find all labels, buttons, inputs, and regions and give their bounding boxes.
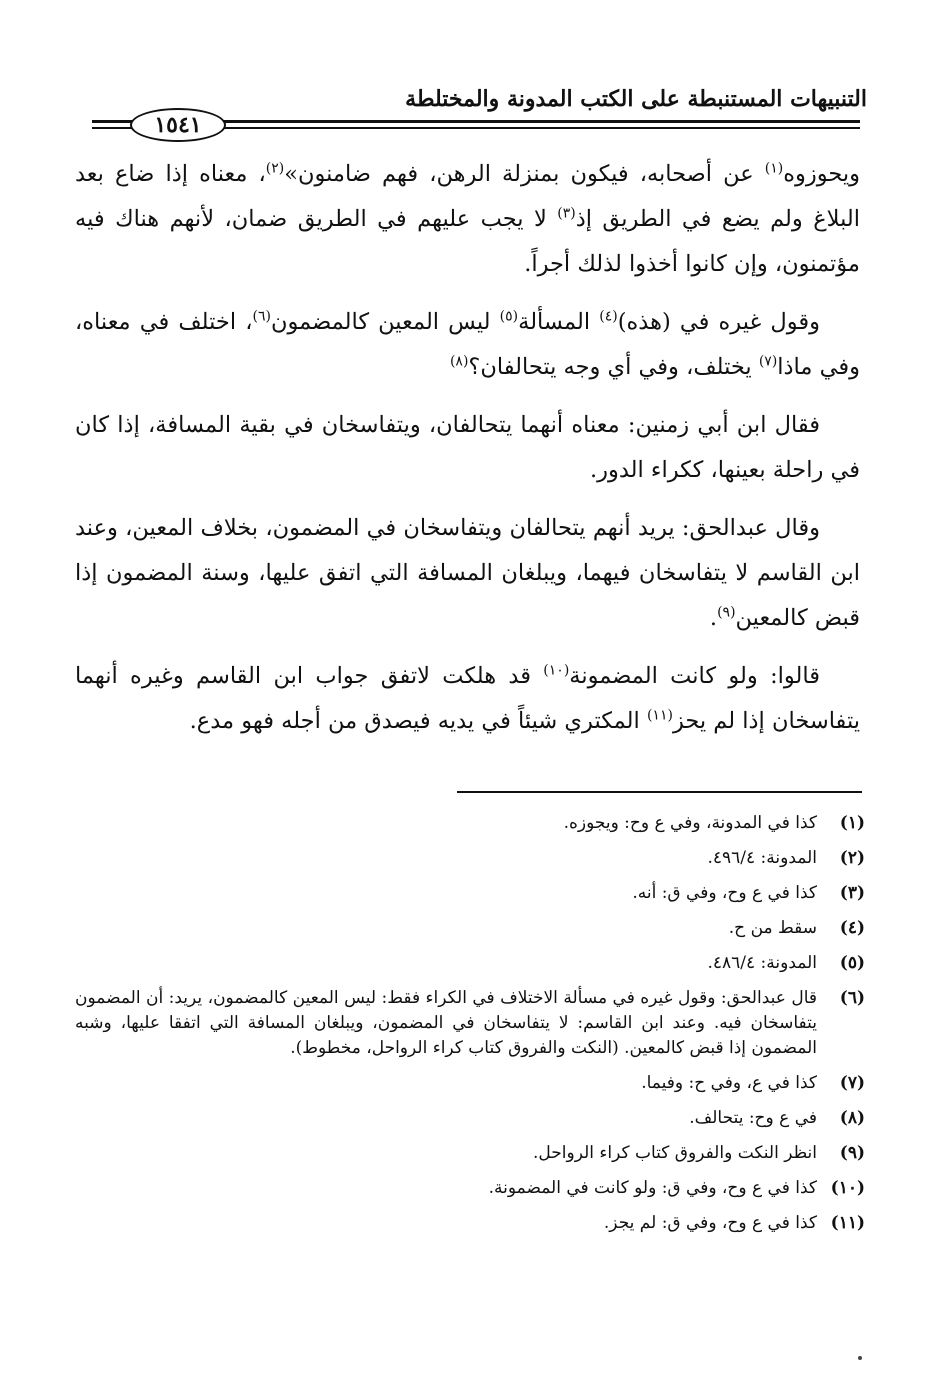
footnote-ref: (١) (764, 160, 784, 177)
footnote-ref: (٩) (717, 604, 736, 621)
footnote-text: سقط من ح. (728, 918, 817, 938)
footnote-number: (٧) (839, 1073, 865, 1093)
footnote-ref: (١٠) (543, 662, 570, 679)
footnote-text: المدونة: ٤٩٦/٤. (707, 848, 817, 868)
footnote-ref: (٦) (252, 308, 271, 325)
footnote-number: (١٠) (830, 1178, 865, 1198)
footnote-number: (٦) (839, 988, 865, 1008)
footnote-separator (457, 791, 862, 793)
main-text (75, 152, 860, 757)
footnote-ref: (٨) (449, 353, 469, 370)
footnote (75, 876, 865, 911)
footnote-text: كذا في ع وح، وفي ق: ولو كانت في المضمونة. (488, 1178, 817, 1198)
footnote-number: (٣) (839, 883, 865, 903)
text-run: المكتري شيئاً في يديه فيصدق من أجله فهو مدع. (189, 708, 647, 734)
footnote-number: (٩) (839, 1143, 865, 1163)
footnote (75, 1066, 865, 1101)
footnote-number: (٨) (839, 1108, 865, 1128)
footnote-text: كذا في ع، وفي ح: وفيما. (641, 1073, 817, 1093)
paragraph (75, 300, 860, 390)
text-run: ، اختلف في معناه، وفي ماذا (75, 309, 860, 380)
text-run: وقال عبدالحق: يريد أنهم يتحالفان ويتفاسخان في المضمون، بخلاف المعين، وعند ابن القاسم لا يتفاسخان فيهما، ويبلغان المسافة التي اتفق عليها، وسنة المضمون إذا قبض كالمعين (75, 515, 860, 631)
text-run: لا يجب عليهم في الطريق ضمان، لأنهم هناك فيه مؤتمنون، وإن كانوا أخذوا لذلك أجراً. (75, 206, 860, 277)
footnote (75, 806, 865, 841)
text-run: المسألة (518, 309, 600, 335)
footnote-number: (١١) (830, 1213, 865, 1233)
footnote-ref: (١١) (646, 707, 673, 724)
footnote-ref: (٤) (599, 308, 618, 325)
text-run: ويحوزوه (783, 161, 861, 187)
footnote-ref: (٧) (758, 353, 778, 370)
footnote (75, 1206, 865, 1241)
text-run: ليس المعين كالمضمون (270, 309, 500, 335)
text-run: قد هلكت لاتفق جواب ابن القاسم وغيره أنهما يتفاسخان إذا لم يحز (75, 663, 860, 734)
footnote-text: المدونة: ٤٨٦/٤. (707, 953, 817, 973)
text-run: وقول غيره في (هذه) (617, 309, 820, 335)
footnote-number: (٤) (839, 918, 865, 938)
footnote-text: انظر النكت والفروق كتاب كراء الرواحل. (532, 1143, 817, 1163)
footnote-text: في ع وح: يتحالف. (689, 1108, 817, 1128)
paragraph: فقال ابن أبي زمنين: معناه أنهما يتحالفان، ويتفاسخان في بقية المسافة، إذا كان في راحلة بعينها، ككراء الدور. (75, 412, 860, 483)
footnote-text: كذا في المدونة، وفي ع وح: ويجوزه. (563, 813, 817, 833)
footnote-text: كذا في ع وح، وفي ق: لم يجز. (603, 1213, 817, 1233)
text-run: . (709, 605, 718, 631)
paragraph (75, 152, 860, 287)
footnote (75, 946, 865, 981)
footnotes (75, 806, 865, 1241)
paragraph (75, 506, 860, 641)
text-run: ، معناه إذا ضاع بعد البلاغ ولم يضع في الطريق إذ (75, 161, 860, 232)
footnote (75, 1171, 865, 1206)
footnote (75, 981, 865, 1066)
page-number: ١٥٤١ (130, 108, 226, 142)
footnote-number: (٢) (839, 848, 865, 868)
footnote-text: كذا في ع وح، وفي ق: أنه. (632, 883, 817, 903)
footnote-ref: (٢) (265, 160, 285, 177)
footnote (75, 1101, 865, 1136)
footnote (75, 841, 865, 876)
paragraph (75, 654, 860, 744)
footnote (75, 911, 865, 946)
footnote (75, 1136, 865, 1171)
footnote-number: (٥) (839, 953, 865, 973)
footnote-number: (١) (839, 813, 865, 833)
footnote-text: قال عبدالحق: وقول غيره في مسألة الاختلاف في الكراء فقط: ليس المعين كالمضمون، يريد: أن المضمون يتفاسخان فيه. وعند ابن القاسم: لا يتفاسخان في المضمون، ويبلغان المسافة التي اتفقا عليها، وشبه المضمون إذا قبض كالمعين. (النكت والفروق كتاب كراء الرواحل، مخطوط). (75, 988, 817, 1058)
footnote-ref: (٥) (499, 308, 519, 325)
text-run: عن أصحابه، فيكون بمنزلة الرهن، فهم ضامنون» (284, 161, 765, 187)
scan-speck (858, 1356, 862, 1360)
footnote-ref: (٣) (557, 205, 576, 222)
running-title: التنبيهات المستنبطة على الكتب المدونة والمختلطة (405, 86, 867, 112)
text-run: يختلف، وفي أي وجه يتحالفان؟ (468, 354, 759, 380)
text-run: قالوا: ولو كانت المضمونة (569, 663, 820, 689)
